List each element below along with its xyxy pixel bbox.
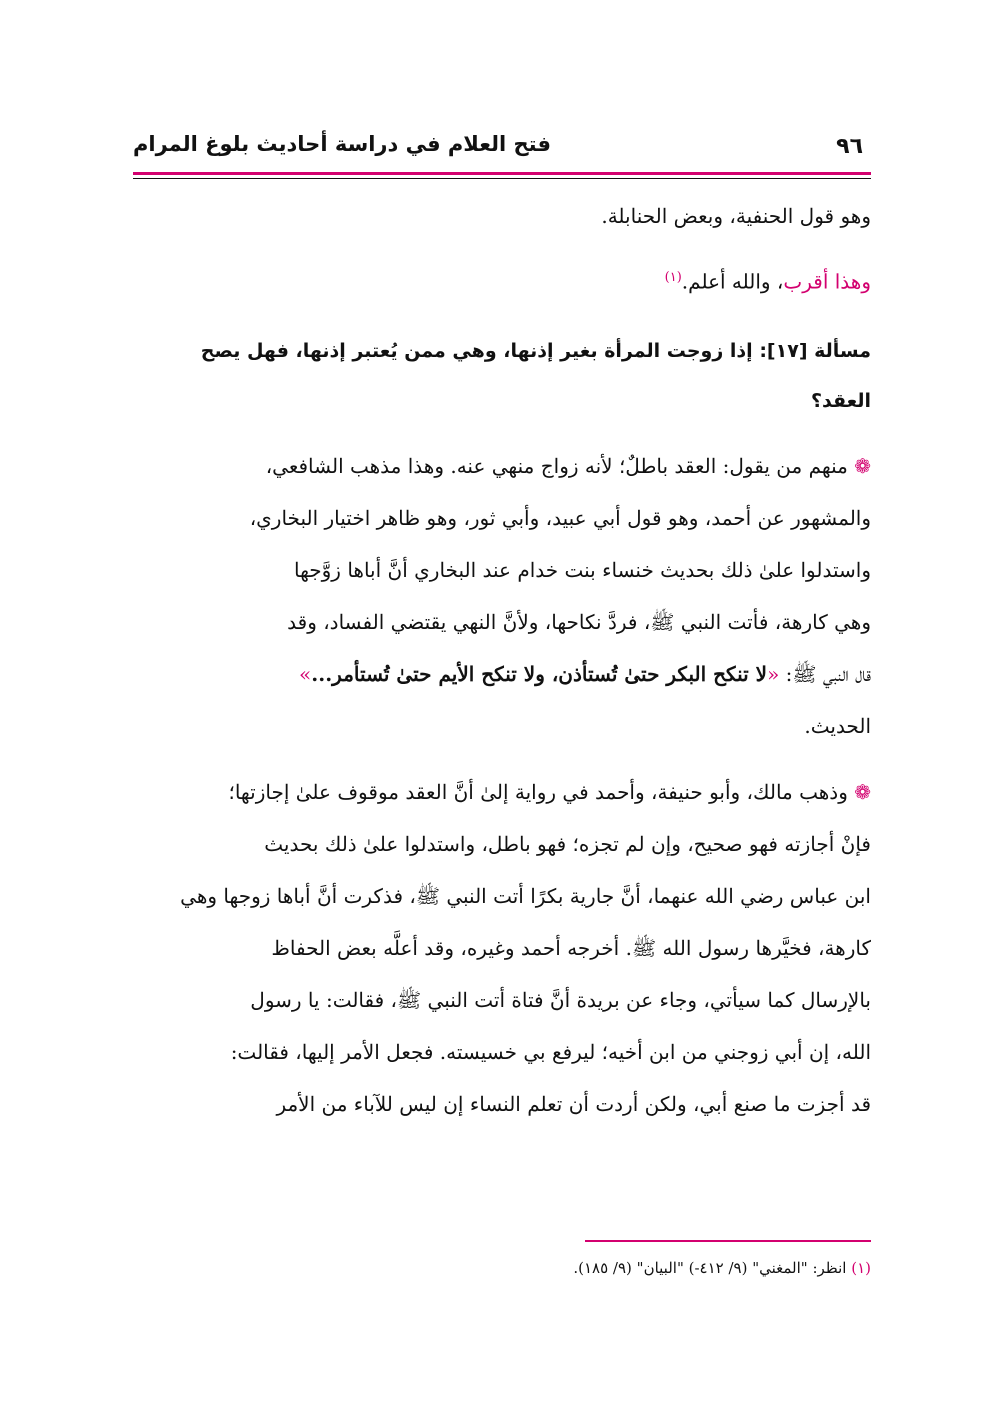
header-rule-accent	[133, 172, 871, 175]
main-text	[133, 190, 871, 1130]
paragraph-line: ابن عباس رضي الله عنهما، أنَّ جارية بكرًا أتت النبي ﷺ، فذكرت أنَّ أباها زوجها وهي	[180, 883, 871, 908]
conclusion-line	[133, 252, 871, 308]
footnote-separator	[585, 1240, 871, 1242]
running-title: فتح العلام في دراسة أحاديث بلوغ المرام	[133, 132, 551, 156]
question-heading	[133, 326, 871, 426]
hadith-quote-line	[133, 648, 871, 700]
question-line: العقد؟	[810, 389, 871, 412]
paragraph-line: وهي كارهة، فأتت النبي ﷺ، فردَّ نكاحها، ولأنَّ النهي يقتضي الفساد، وقد	[287, 609, 871, 634]
footnote-number: (١)	[851, 1259, 871, 1277]
paragraph-line: الحديث.	[804, 713, 871, 738]
footnote-text: انظر: "المغني" (٩/ ٤١٢-) "البيان" (٩/ ١٨٥).	[573, 1259, 847, 1277]
header-rule-thin	[133, 178, 871, 179]
quote-close-mark: »	[299, 661, 312, 686]
page-header	[133, 128, 871, 168]
paragraph-text: وذهب مالك، وأبو حنيفة، وأحمد في رواية إلىٰ أنَّ العقد موقوف علىٰ إجازتها؛	[228, 779, 848, 804]
paragraph-line	[133, 766, 871, 818]
quote-prefix: قال النبي ﷺ:	[779, 661, 871, 686]
paragraph-text: منهم من يقول: العقد باطلٌ؛ لأنه زواج منهي عنه. وهذا مذهب الشافعي،	[265, 453, 848, 478]
paragraph-line: الله، إن أبي زوجني من ابن أخيه؛ ليرفع بي خسيسته. فجعل الأمر إليها، فقالت:	[230, 1039, 871, 1064]
paragraph-line: والمشهور عن أحمد، وهو قول أبي عبيد، وأبي ثور، وهو ظاهر اختيار البخاري،	[249, 505, 871, 530]
question-line: مسألة [١٧]: إذا زوجت المرأة بغير إذنها، وهي ممن يُعتبر إذنها، فهل يصح	[200, 339, 871, 362]
quote-open-mark: «	[767, 661, 780, 686]
footnote-ref[interactable]: (١)	[664, 270, 682, 285]
page-number: ٩٦	[836, 134, 863, 159]
flower-ornament-icon: ❁	[854, 779, 871, 804]
paragraph-1	[133, 440, 871, 752]
flower-ornament-icon: ❁	[854, 453, 871, 478]
paragraph-line: كارهة، فخيَّرها رسول الله ﷺ. أخرجه أحمد وغيره، وقد أعلَّه بعض الحفاظ	[271, 935, 871, 960]
paragraph-line: بالإرسال كما سيأتي، وجاء عن بريدة أنَّ فتاة أتت النبي ﷺ، فقالت: يا رسول	[250, 987, 871, 1012]
paragraph-line: فإنْ أجازته فهو صحيح، وإن لم تجزه؛ فهو باطل، واستدلوا علىٰ ذلك بحديث	[264, 831, 871, 856]
paragraph-line	[133, 440, 871, 492]
paragraph-line: قد أجزت ما صنع أبي، ولكن أردت أن تعلم النساء إن ليس للآباء من الأمر	[276, 1091, 871, 1116]
conclusion-accent: وهذا أقرب	[783, 269, 871, 294]
paragraph-2	[133, 766, 871, 1130]
conclusion-text: ، والله أعلم.	[681, 269, 784, 294]
intro-line: وهو قول الحنفية، وبعض الحنابلة.	[601, 204, 871, 228]
paragraph-line: واستدلوا علىٰ ذلك بحديث خنساء بنت خدام عند البخاري أنَّ أباها زوَّجها	[293, 557, 871, 582]
footnote	[133, 1255, 871, 1281]
hadith-quote: لا تنكح البكر حتىٰ تُستأذن، ولا تنكح الأيم حتىٰ تُستأمر...	[311, 661, 768, 686]
